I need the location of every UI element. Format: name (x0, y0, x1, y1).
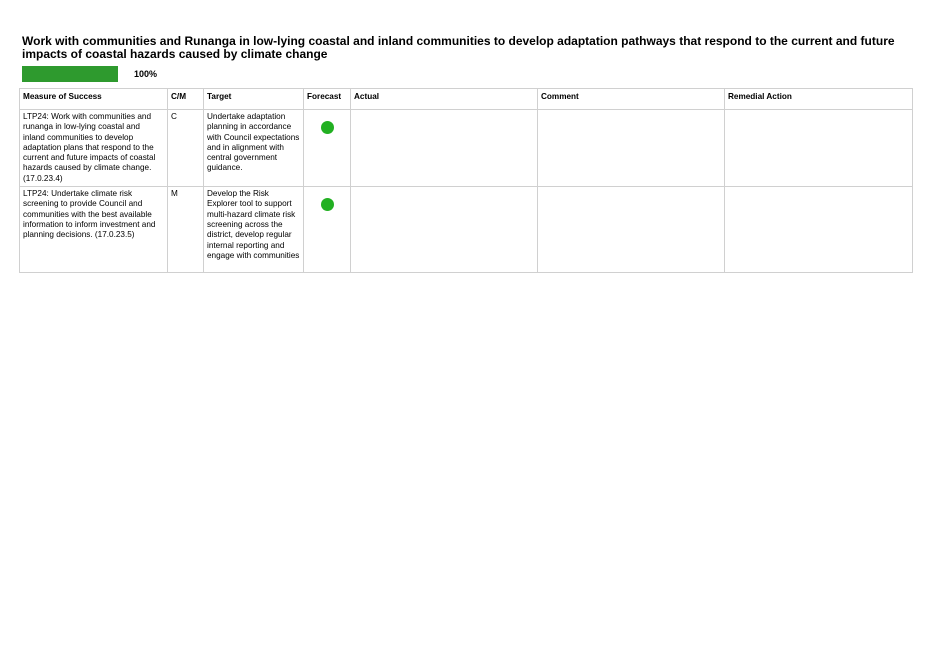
table-row (20, 110, 913, 187)
cell-comment (538, 187, 725, 273)
progress-bar (22, 66, 118, 82)
cell-cm: C (168, 110, 204, 187)
header-forecast: Forecast (304, 89, 351, 110)
cell-forecast (304, 187, 351, 273)
cell-comment (538, 110, 725, 187)
cell-measure: LTP24: Undertake climate risk screening to provide Council and communities with the best available information to inform investment and planning decisions. (17.0.23.5) (20, 187, 168, 273)
cell-forecast (304, 110, 351, 187)
header-target: Target (204, 89, 304, 110)
header-remedial-action: Remedial Action (725, 89, 913, 110)
cell-remedial-action (725, 110, 913, 187)
progress-bar-fill (22, 66, 118, 82)
cell-target: Develop the Risk Explorer tool to support multi-hazard climate risk screening across the district, develop regular internal reporting and engage with communities (204, 187, 304, 273)
table-header-row (20, 89, 913, 110)
forecast-status-dot-icon (321, 121, 334, 134)
cell-measure: LTP24: Work with communities and runanga in low-lying coastal and inland communities to develop adaptation plans that respond to the current and future impacts of coastal hazards caused by climate change. (17.0.23.4) (20, 110, 168, 187)
header-actual: Actual (351, 89, 538, 110)
measures-table (19, 88, 913, 273)
page-title: Work with communities and Runanga in low-lying coastal and inland communities to develop adaptation pathways that respond to the current and future impacts of coastal hazards caused by climate change (22, 34, 895, 61)
header-cm: C/M (168, 89, 204, 110)
cell-actual (351, 187, 538, 273)
header-measure-of-success: Measure of Success (20, 89, 168, 110)
cell-actual (351, 110, 538, 187)
cell-remedial-action (725, 187, 913, 273)
forecast-status-dot-icon (321, 198, 334, 211)
progress-label: 100% (134, 69, 158, 79)
cell-target: Undertake adaptation planning in accordance with Council expectations and in alignment with central government guidance. (204, 110, 304, 187)
table-row (20, 187, 913, 273)
cell-cm: M (168, 187, 204, 273)
header-comment: Comment (538, 89, 725, 110)
